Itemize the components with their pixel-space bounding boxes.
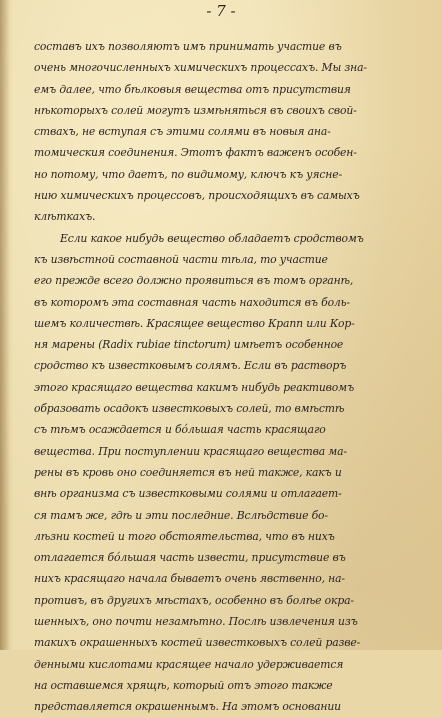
text-line: составъ ихъ позволяютъ имъ принимать участие въ	[34, 40, 342, 53]
text-line: такихъ окрашенныхъ костей известковыхъ солей разве-	[34, 636, 361, 650]
text-line: Если какое нибудь вещество обладаетъ сродствомъ	[60, 231, 364, 245]
text-line: ся тамъ же, гдѣ и эти последние. Вслѣдствие бо-	[34, 508, 328, 522]
page-number: - 7 -	[206, 2, 236, 20]
handwritten-text	[34, 36, 430, 718]
spine-shadow	[0, 0, 10, 650]
text-line: внѣ организма съ известковыми солями и отлагает-	[34, 487, 342, 501]
text-line: сродство къ известковымъ солямъ. Если въ растворъ	[34, 359, 347, 373]
text-line: образовать осадокъ известковыхъ солей, то вмѣстѣ	[34, 402, 345, 416]
text-line: шемъ количествѣ. Красящее вещество Крапп или Кор-	[34, 316, 355, 330]
text-line: очень многочисленныхъ химическихъ процессахъ. Мы зна-	[34, 61, 367, 75]
text-line: емъ далее, что бѣлковыя вещества отъ присутствия	[34, 82, 351, 96]
text-line: въ которомъ эта составная часть находится въ боль-	[34, 295, 350, 309]
text-line: ствахъ, не вступая съ этими солями въ новыя ана-	[34, 125, 331, 139]
text-line: къ извѣстной составной части тѣла, то участие	[34, 252, 328, 266]
text-line: вещества. При поступлении красящаго вещества ма-	[34, 444, 347, 458]
text-line: нию химическихъ процессовъ, происходящихъ въ самыхъ	[34, 189, 360, 203]
text-line: нѣкоторыхъ солей могутъ измѣняться въ своихъ свой-	[34, 103, 357, 117]
text-line: клѣткахъ.	[34, 210, 96, 224]
text-line: денными кислотами красящее начало удерживается	[34, 657, 344, 671]
paragraph-1	[34, 36, 430, 228]
text-line: нихъ красящаго начала бываетъ очень явственно, на-	[34, 572, 345, 586]
text-line: съ тѣмъ осаждается и бóльшая часть красящаго	[34, 423, 326, 437]
text-line: но потому, что даетъ, по видимому, ключъ къ уясне-	[34, 167, 342, 181]
text-line: отлагается бóльшая часть извести, присутствие въ	[34, 551, 346, 565]
text-line: его прежде всего должно проявиться въ томъ органѣ,	[34, 274, 354, 288]
text-line: представляется окрашеннымъ. На этомъ основании	[34, 700, 341, 714]
text-line: томическия соединения. Этотъ фактъ важенъ особен-	[34, 146, 357, 160]
text-line: лѣзни костей и того обстоятельства, что въ нихъ	[34, 529, 335, 543]
text-line: рены въ кровь оно соединяется въ ней также, какъ и	[34, 465, 342, 479]
text-line: шенныхъ, оно почти незамѣтно. Послѣ извлечения изъ	[34, 615, 358, 629]
text-line: противъ, въ другихъ мѣстахъ, особенно въ болѣе окра-	[34, 593, 354, 607]
text-line: на оставшемся хрящѣ, который отъ этого также	[34, 678, 333, 692]
paragraph-2	[34, 228, 430, 718]
text-line: этого красящаго вещества какимъ нибудь реактивомъ	[34, 380, 355, 394]
text-line: ня марены (Radix rubiae tinctorum) имѣетъ особенное	[34, 338, 344, 352]
